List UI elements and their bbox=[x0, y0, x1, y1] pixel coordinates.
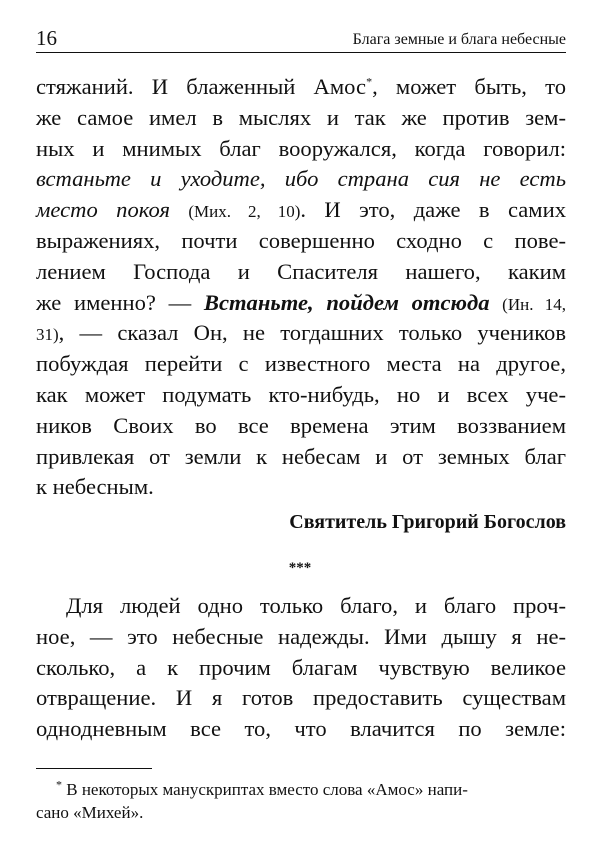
text-line: привлекая от земли к небесам и от земных благ bbox=[36, 443, 566, 469]
text-line: место покоя (Мих. 2, 10). И это, даже в самих bbox=[36, 197, 566, 223]
text-line: выражениях, почти совершенно сходно с пове- bbox=[36, 227, 566, 253]
quote-line: встаньте и уходите, ибо страна сия не есть bbox=[36, 166, 566, 192]
footnote-reference: * bbox=[366, 74, 373, 89]
text-line: к небесным. bbox=[36, 474, 154, 500]
footnote bbox=[36, 778, 566, 824]
footnote-mark: * bbox=[56, 777, 62, 792]
text-line: ников Своих во все времена этим воззванием bbox=[36, 412, 566, 438]
page-header bbox=[36, 26, 566, 53]
scripture-reference: (Ин. 14, bbox=[502, 294, 566, 314]
text-line: Для людей одно только благо, и благо проч- bbox=[66, 593, 566, 618]
quote-text: Встаньте, пойдем отсюда bbox=[203, 289, 490, 315]
running-title: Блага земные и блага небесные bbox=[352, 31, 566, 48]
footnote-text: сано «Михей». bbox=[36, 803, 144, 822]
text-line: стяжаний. И блаженный Амос*, может быть, то bbox=[36, 74, 566, 99]
page-number: 16 bbox=[36, 26, 57, 50]
text-line: однодневным все то, что влачится по земле: bbox=[36, 716, 566, 742]
text-line: побуждая перейти с известного места на другое, bbox=[36, 351, 566, 377]
scripture-reference: 31) bbox=[36, 325, 59, 345]
footnote-text: В некоторых манускриптах вместо слова «Амос» напи- bbox=[66, 780, 468, 799]
quote-text: место покоя bbox=[36, 197, 170, 223]
text-line: ное, — это небесные надежды. Ими дышу я не- bbox=[36, 623, 566, 649]
passage-1 bbox=[36, 72, 566, 503]
text-line: же самое имел в мыслях и так же против зем- bbox=[36, 104, 566, 130]
text-line: сколько, а к прочим благам чувствую великое bbox=[36, 654, 566, 680]
text-line: 31), — сказал Он, не тогдашних только учеников bbox=[36, 320, 566, 346]
text-line: как может подумать кто-нибудь, но и всех уче- bbox=[36, 381, 566, 407]
text-line: ных и мнимых благ вооружался, когда говорил: bbox=[36, 135, 566, 161]
scripture-reference: (Мих. 2, 10) bbox=[188, 202, 301, 222]
author-attribution: Святитель Григорий Богослов bbox=[289, 511, 566, 533]
section-separator: *** bbox=[288, 560, 312, 576]
text-line: же именно? — Встаньте, пойдем отсюда (Ин. 14, bbox=[36, 289, 566, 315]
text-line: лением Господа и Спасителя нашего, каким bbox=[36, 258, 566, 284]
text-line: отвращение. И я готов предоставить существам bbox=[36, 685, 566, 711]
footnote-divider bbox=[36, 768, 152, 769]
passage-2 bbox=[36, 591, 566, 745]
